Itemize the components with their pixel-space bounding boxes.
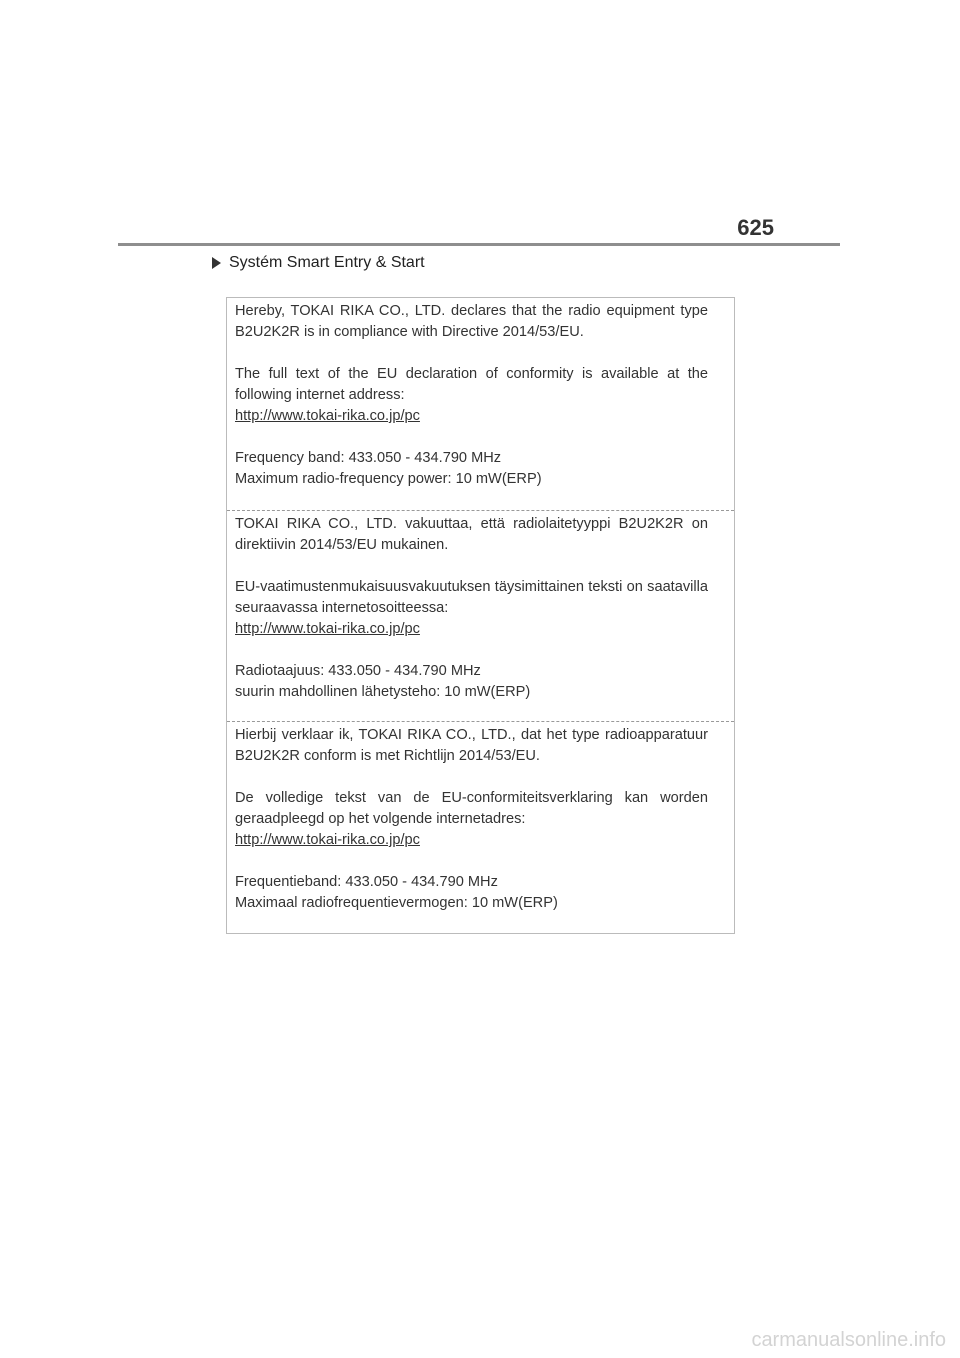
declaration-statement: TOKAI RIKA CO., LTD. vakuuttaa, että radiolaitetyyppi B2U2K2R on direktiivin 2014/53/EU mukainen.: [235, 516, 708, 553]
triangle-right-icon: [212, 257, 221, 269]
declaration-dutch: [227, 721, 734, 933]
page-number: 625: [737, 215, 774, 240]
declaration-statement: Hereby, TOKAI RIKA CO., LTD. declares that the radio equipment type B2U2K2R is in compliance with Directive 2014/53/EU.: [235, 303, 708, 340]
declaration-specs: [235, 872, 708, 914]
declaration-availability: [235, 788, 708, 851]
declaration-statement: Hierbij verklaar ik, TOKAI RIKA CO., LTD., dat het type radioapparatuur B2U2K2R conform is met Richtlijn 2014/53/EU.: [235, 727, 708, 764]
max-power: suurin mahdollinen lähetysteho: 10 mW(ERP): [235, 684, 531, 700]
section-title: Systém Smart Entry & Start: [229, 254, 425, 271]
availability-text: EU-vaatimustenmukaisuusvakuutuksen täysimittainen teksti on saatavilla seuraavassa internetosoitteessa:: [235, 579, 708, 616]
declaration-box: [226, 297, 735, 934]
availability-text: The full text of the EU declaration of conformity is available at the following internet address:: [235, 366, 708, 403]
declaration-url[interactable]: http://www.tokai-rika.co.jp/pc: [235, 621, 420, 637]
frequency-band: Frequency band: 433.050 - 434.790 MHz: [235, 450, 502, 466]
declaration-availability: [235, 364, 708, 427]
frequency-band: Frequentieband: 433.050 - 434.790 MHz: [235, 874, 498, 890]
availability-text: De volledige tekst van de EU-conformiteitsverklaring kan worden geraadpleegd op het volgende internetadres:: [235, 790, 708, 827]
header-divider: [118, 243, 840, 246]
declaration-english: [227, 298, 734, 510]
declaration-url[interactable]: http://www.tokai-rika.co.jp/pc: [235, 408, 420, 424]
declaration-availability: [235, 577, 708, 640]
max-power: Maximum radio-frequency power: 10 mW(ERP): [235, 471, 542, 487]
declaration-specs: [235, 448, 708, 490]
max-power: Maximaal radiofrequentievermogen: 10 mW(ERP): [235, 895, 558, 911]
declaration-specs: [235, 661, 708, 703]
declaration-finnish: [227, 510, 734, 721]
declaration-url[interactable]: http://www.tokai-rika.co.jp/pc: [235, 832, 420, 848]
site-watermark: carmanualsonline.info: [751, 1329, 946, 1351]
section-heading: [212, 254, 425, 272]
frequency-band: Radiotaajuus: 433.050 - 434.790 MHz: [235, 663, 481, 679]
